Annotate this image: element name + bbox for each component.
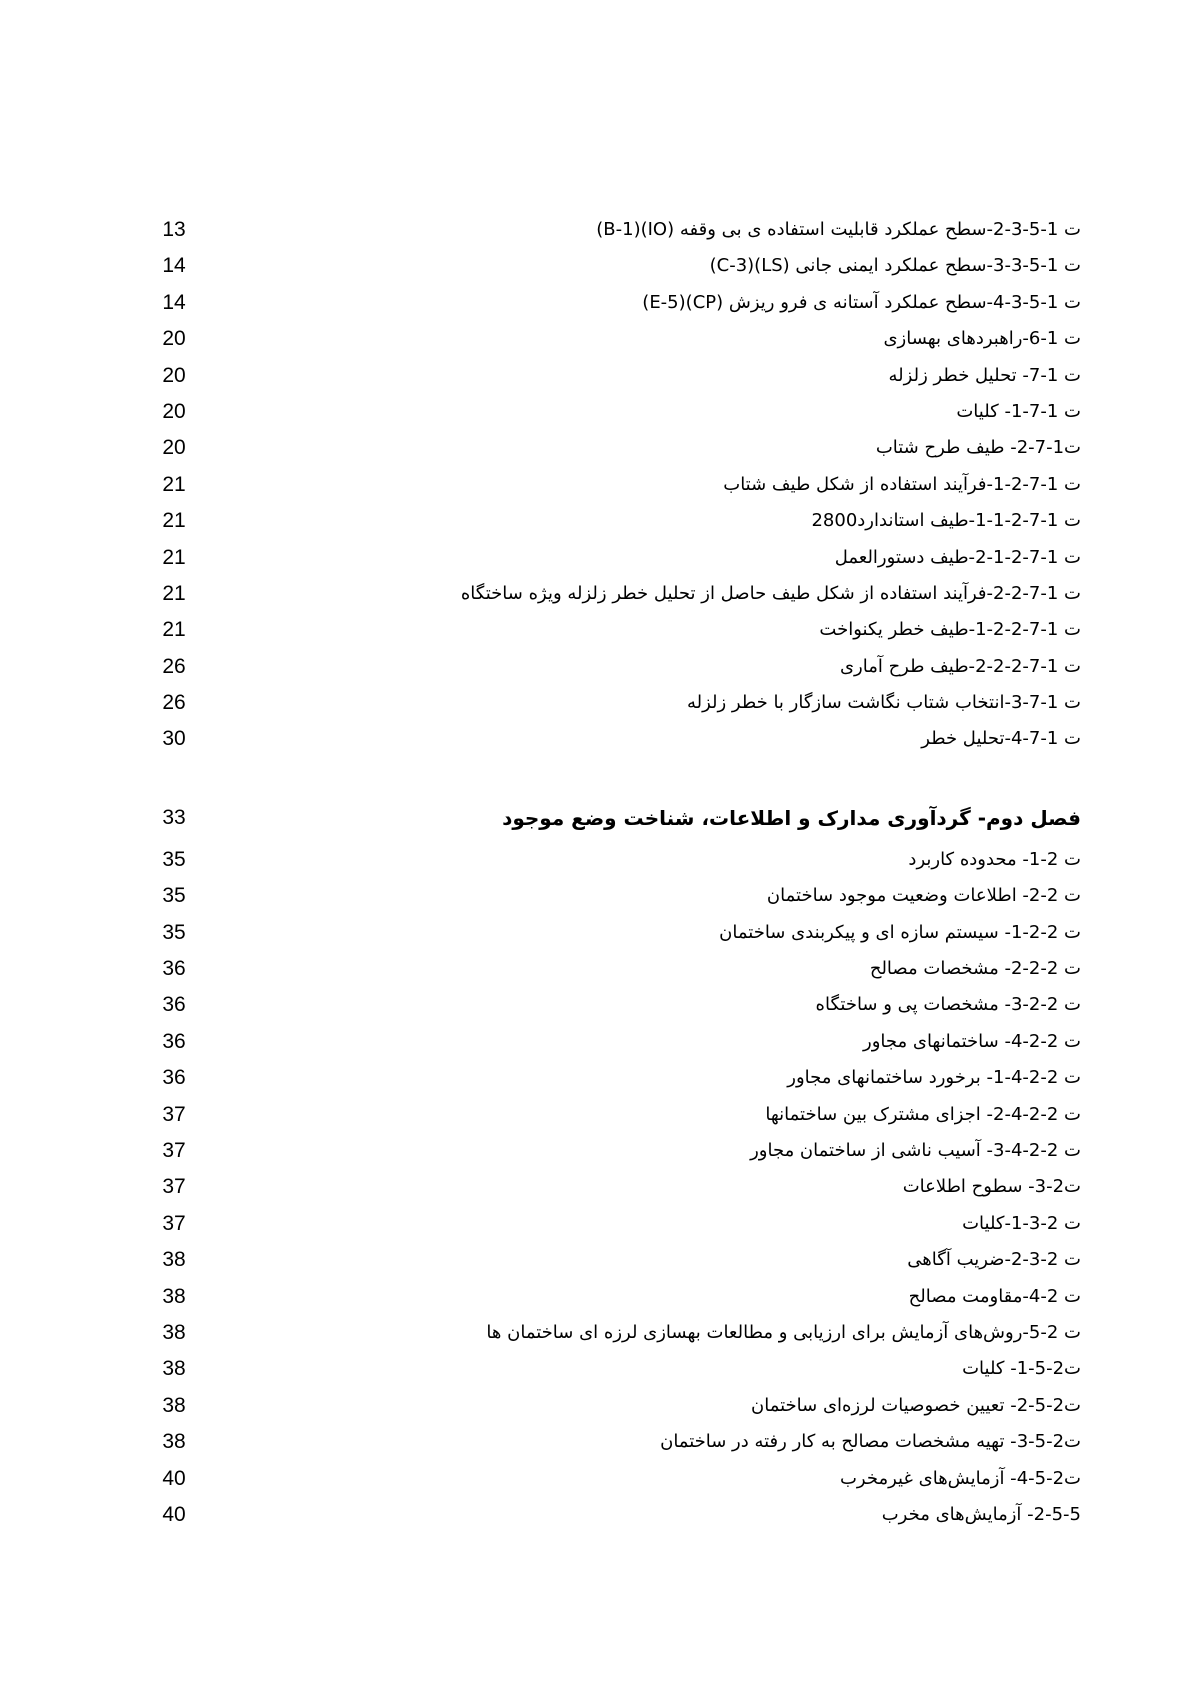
- toc-entry-title: ت 2-2-4-1- برخورد ساختمانهای مجاور: [787, 1067, 1081, 1089]
- toc-entry[interactable]: [0, 430, 1191, 466]
- toc-entry-title: ت 1-5-3-4-سطح عملکرد آستانه ی فرو ریزش (CP)(E-5): [642, 291, 1081, 313]
- toc-entry[interactable]: [0, 1424, 1191, 1460]
- toc-entry-page: 36: [162, 1029, 186, 1053]
- toc-entry-page: 21: [162, 618, 186, 642]
- toc-entry-page: 26: [162, 654, 186, 678]
- toc-entry[interactable]: [0, 878, 1191, 914]
- toc-entry-title: ت 1-7-2-1-1-طیف استاندارد2800: [811, 510, 1081, 532]
- toc-entry[interactable]: [0, 212, 1191, 248]
- toc-entry[interactable]: [0, 987, 1191, 1023]
- toc-entry-page: 14: [162, 290, 186, 314]
- toc-entry-page: 38: [162, 1430, 186, 1454]
- toc-entry-title: ت 1-5-3-2-سطح عملکرد قابلیت استفاده ی بی وقفه (IO)(B-1): [596, 219, 1081, 240]
- toc-entry[interactable]: [0, 915, 1191, 951]
- toc-entry-page: 21: [162, 509, 186, 533]
- toc-entry-page: 40: [162, 1502, 186, 1526]
- toc-entry-title: ت 1-7-3-انتخاب شتاب نگاشت سازگار با خطر زلزله: [686, 692, 1081, 714]
- toc-entry-title: ت 1-7- تحلیل خطر زلزله: [888, 364, 1081, 386]
- toc-entry[interactable]: [0, 394, 1191, 430]
- toc-entry[interactable]: [0, 649, 1191, 685]
- toc-entry-title: ت 1-7-4-تحلیل خطر: [921, 728, 1081, 750]
- toc-entry-title: ت 2-3-1-کلیات: [962, 1212, 1081, 1234]
- toc-entry-page: 35: [162, 847, 186, 871]
- toc-entry-page: 40: [162, 1466, 186, 1490]
- toc-entry-title: ت 2-2-4-3- آسیب ناشی از ساختمان مجاور: [750, 1139, 1081, 1161]
- toc-entry-page: 37: [162, 1102, 186, 1126]
- toc-entry-page: 38: [162, 1320, 186, 1344]
- toc-entry-title: ت 2-2-3- مشخصات پی و ساختگاه: [815, 994, 1081, 1016]
- toc-entry-title: ت 2-5-روش‌های آزمایش برای ارزیابی و مطالعات بهسازی لرزه ای ساختمان ها: [486, 1321, 1081, 1343]
- toc-entry-page: 21: [162, 472, 186, 496]
- toc-entry[interactable]: [0, 1206, 1191, 1242]
- toc-entry[interactable]: [0, 1097, 1191, 1133]
- toc-entry-title: ت 2-2-1- سیستم سازه ای و پیکربندی ساختمان: [719, 921, 1081, 943]
- toc-entry-title: ت 1-7-2-2-فرآیند استفاده از شکل طیف حاصل از تحلیل خطر زلزله ویژه ساختگاه: [460, 582, 1081, 604]
- toc-entry-page: 20: [162, 363, 186, 387]
- toc-entry[interactable]: [0, 503, 1191, 539]
- toc-entry-title: 2-5-5- آزمایش‌های مخرب: [881, 1503, 1081, 1525]
- toc-entry[interactable]: [0, 358, 1191, 394]
- toc-entry[interactable]: [0, 1133, 1191, 1169]
- toc-entry-page: 36: [162, 1066, 186, 1090]
- section-gap: [0, 758, 1191, 794]
- toc-entry-page: 38: [162, 1393, 186, 1417]
- toc-entry-title: ت 1-5-3-3-سطح عملکرد ایمنی جانی (LS)(C-3): [709, 255, 1081, 277]
- toc-entry-title: ت 2-2-4- ساختمانهای مجاور: [863, 1030, 1081, 1052]
- toc-entry[interactable]: [0, 321, 1191, 357]
- toc-entry[interactable]: [0, 540, 1191, 576]
- toc-entry[interactable]: [0, 467, 1191, 503]
- chapter-title: فصل دوم- گردآوری مدارک و اطلاعات، شناخت وضع موجود: [502, 805, 1081, 830]
- toc-entry-page: 37: [162, 1211, 186, 1235]
- toc-entry-page: 36: [162, 993, 186, 1017]
- toc-entry[interactable]: [0, 721, 1191, 757]
- toc-entry[interactable]: [0, 1388, 1191, 1424]
- toc-entry-title: ت2-3- سطوح اطلاعات: [902, 1176, 1081, 1198]
- toc-chapter-heading[interactable]: [0, 794, 1191, 842]
- toc-entry[interactable]: [0, 248, 1191, 284]
- chapter-page: 33: [162, 805, 186, 829]
- toc-entry-title: ت 1-7-2-2-2-طیف طرح آماری: [839, 655, 1081, 677]
- toc-entry-title: ت 1-7-2-2-1-طیف خطر یکنواخت: [819, 619, 1081, 641]
- toc-entry-title: ت 2-4-مقاومت مصالح: [908, 1285, 1081, 1307]
- toc-entry[interactable]: [0, 1315, 1191, 1351]
- toc-entry[interactable]: [0, 576, 1191, 612]
- toc-entry-page: 20: [162, 327, 186, 351]
- toc-entry-title: ت1-7-2- طیف طرح شتاب: [875, 437, 1081, 459]
- toc-entry[interactable]: [0, 1169, 1191, 1205]
- toc-entry-page: 20: [162, 436, 186, 460]
- toc-entry[interactable]: [0, 1351, 1191, 1387]
- toc-entry[interactable]: [0, 285, 1191, 321]
- toc-entry-page: 38: [162, 1248, 186, 1272]
- toc-entry-page: 35: [162, 884, 186, 908]
- toc-entry-title: ت2-5-4- آزمایش‌های غیرمخرب: [839, 1467, 1081, 1489]
- toc-entry-title: ت2-5-3- تهیه مشخصات مصالح به کار رفته در ساختمان: [660, 1431, 1081, 1453]
- toc-entry[interactable]: [0, 842, 1191, 878]
- toc-entry-page: 30: [162, 727, 186, 751]
- toc-entry[interactable]: [0, 1024, 1191, 1060]
- toc-entry[interactable]: [0, 1461, 1191, 1497]
- toc-entry-page: 26: [162, 691, 186, 715]
- toc-entry-page: 20: [162, 399, 186, 423]
- toc-entry[interactable]: [0, 1497, 1191, 1533]
- toc-entry-title: ت 2-2-2- مشخصات مصالح: [869, 958, 1081, 980]
- toc-entry-title: ت 2-3-2-ضریب آگاهی: [907, 1249, 1081, 1271]
- toc-entry[interactable]: [0, 612, 1191, 648]
- toc-entry[interactable]: [0, 1279, 1191, 1315]
- toc-entry[interactable]: [0, 951, 1191, 987]
- toc-entry[interactable]: [0, 1060, 1191, 1096]
- toc-entry-page: 14: [162, 254, 186, 278]
- toc-entry-page: 21: [162, 581, 186, 605]
- toc-entry-page: 37: [162, 1175, 186, 1199]
- toc-entry-page: 38: [162, 1357, 186, 1381]
- toc-entry-page: 21: [162, 545, 186, 569]
- toc-entry-page: 35: [162, 920, 186, 944]
- toc-entry-page: 37: [162, 1138, 186, 1162]
- toc-entry-title: ت2-5-2- تعیین خصوصیات لرزه‌ای ساختمان: [751, 1394, 1081, 1416]
- toc-entry-title: ت 1-7-2-1-فرآیند استفاده از شکل طیف شتاب: [723, 473, 1081, 495]
- toc-entry[interactable]: [0, 685, 1191, 721]
- toc-entry[interactable]: [0, 1242, 1191, 1278]
- toc-entry-title: ت 2-2-4-2- اجزای مشترک بین ساختمانها: [765, 1103, 1081, 1125]
- toc-entry-page: 13: [162, 218, 186, 241]
- toc-entry-title: ت2-5-1- کلیات: [962, 1358, 1081, 1380]
- toc-entry-title: ت 2-1- محدوده کاربرد: [908, 848, 1081, 870]
- toc-entry-page: 38: [162, 1284, 186, 1308]
- table-of-contents: [0, 212, 1191, 1533]
- toc-entry-title: ت 1-7-1- کلیات: [956, 400, 1081, 422]
- toc-entry-page: 36: [162, 957, 186, 981]
- toc-entry-title: ت 1-6-راهبردهای بهسازی: [883, 328, 1081, 350]
- toc-entry-title: ت 1-7-2-1-2-طیف دستورالعمل: [834, 546, 1081, 568]
- toc-entry-title: ت 2-2- اطلاعات وضعیت موجود ساختمان: [766, 885, 1081, 907]
